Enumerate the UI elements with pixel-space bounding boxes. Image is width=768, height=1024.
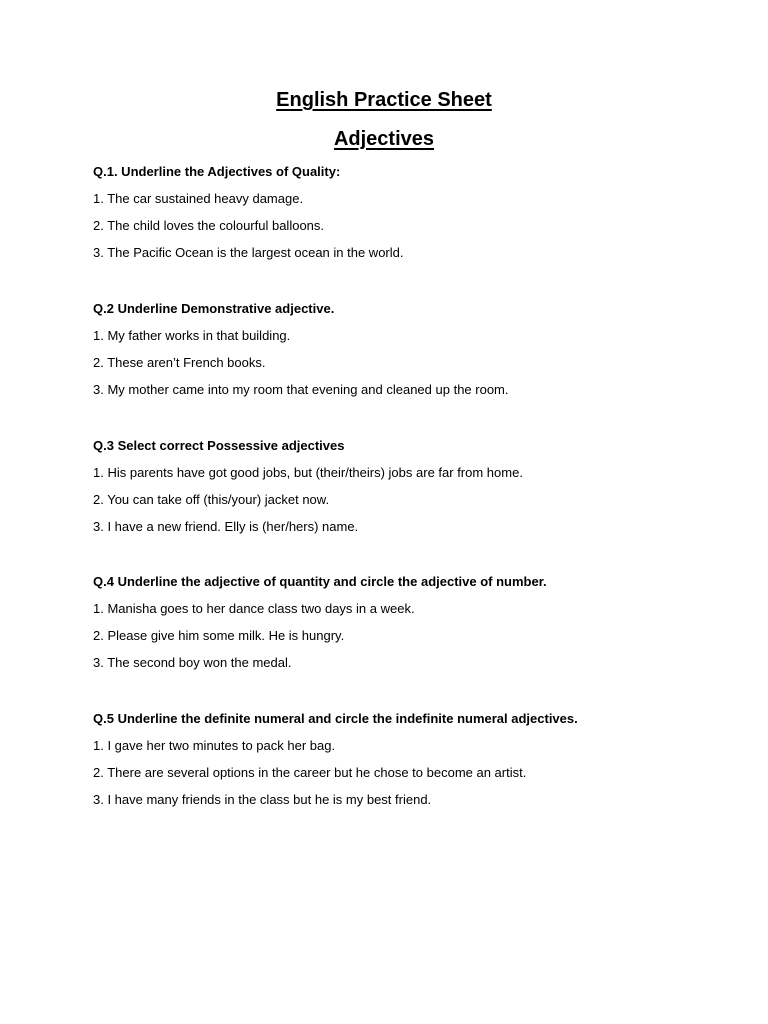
question-item: 2. Please give him some milk. He is hungry. [93,628,345,643]
question-section-3 [93,438,713,546]
question-section-1 [93,164,713,272]
question-item: 1. My father works in that building. [93,328,291,343]
question-item: 1. The car sustained heavy damage. [93,191,304,206]
question-section-2 [93,301,713,409]
page-title: English Practice Sheet [276,89,492,111]
question-item: 2. The child loves the colourful balloons. [93,218,325,233]
question-item: 3. The second boy won the medal. [93,655,292,670]
page-subtitle: Adjectives [333,128,435,150]
question-item: 2. These aren’t French books. [93,355,266,370]
question-heading: Q.1. Underline the Adjectives of Quality: [93,164,341,179]
question-heading: Q.2 Underline Demonstrative adjective. [93,301,335,316]
question-section-4 [93,574,713,682]
question-item: 2. You can take off (this/your) jacket now. [93,492,330,507]
question-item: 1. His parents have got good jobs, but (their/theirs) jobs are far from home. [93,465,523,480]
question-item: 3. I have many friends in the class but he is my best friend. [93,792,432,807]
question-item: 3. The Pacific Ocean is the largest ocean in the world. [93,245,404,260]
question-item: 3. I have a new friend. Elly is (her/hers) name. [93,519,359,534]
question-item: 2. There are several options in the career but he chose to become an artist. [93,765,527,780]
question-heading: Q.5 Underline the definite numeral and circle the indefinite numeral adjectives. [93,711,578,726]
question-heading: Q.3 Select correct Possessive adjectives [93,438,345,453]
question-heading: Q.4 Underline the adjective of quantity and circle the adjective of number. [93,574,547,589]
question-item: 1. I gave her two minutes to pack her bag. [93,738,336,753]
question-item: 1. Manisha goes to her dance class two days in a week. [93,601,415,616]
question-item: 3. My mother came into my room that evening and cleaned up the room. [93,382,509,397]
question-section-5 [93,711,713,819]
